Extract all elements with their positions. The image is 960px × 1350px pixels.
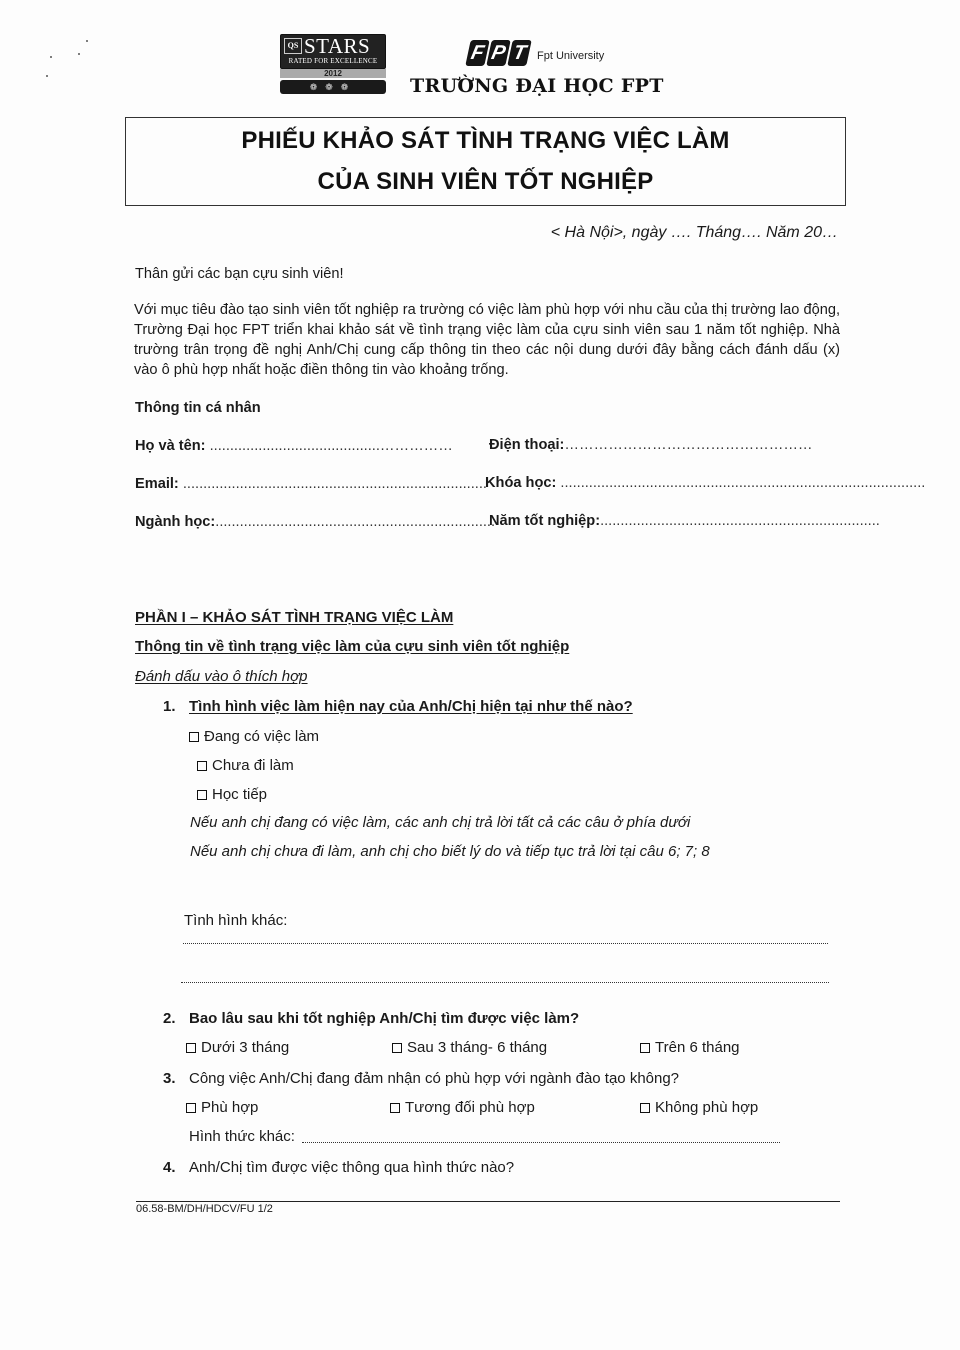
q3-other-label: Hình thức khác:	[189, 1128, 295, 1145]
qs-mark: QS	[284, 38, 302, 54]
graduation-year-blank[interactable]: .....................................................................	[600, 513, 880, 529]
graduation-year-label: Năm tốt nghiệp:	[489, 513, 601, 529]
checkbox-icon[interactable]	[390, 1103, 400, 1113]
rated-for-excellence: RATED FOR EXCELLENCE	[288, 57, 378, 65]
q3-other-field[interactable]	[189, 1128, 295, 1145]
course-blank[interactable]: ..........................................................................................	[560, 475, 926, 491]
full-name-blank[interactable]: ..........................................……………	[209, 438, 453, 454]
q2-option-3-to-6-months-label: Sau 3 tháng- 6 tháng	[407, 1039, 548, 1056]
q3-option-not-suitable-label: Không phù hợp	[655, 1099, 759, 1116]
graduation-year-field[interactable]	[489, 513, 880, 529]
greeting: Thân gửi các bạn cựu sinh viên!	[135, 266, 344, 282]
q1-other-input-line-2[interactable]	[181, 982, 829, 983]
q2-option-under-3-months[interactable]	[186, 1039, 289, 1056]
full-name-field[interactable]	[135, 438, 453, 454]
question-4	[163, 1159, 514, 1176]
q3-option-not-suitable[interactable]	[640, 1099, 758, 1116]
q1-option-further-study[interactable]	[197, 786, 267, 803]
stars-logo-top	[280, 34, 386, 69]
scan-speck	[86, 40, 88, 42]
q1-other-label: Tình hình khác:	[184, 912, 288, 929]
question-4-text: Anh/Chị tìm được việc thông qua hình thức nào?	[189, 1159, 515, 1176]
fpt-letter-p: P	[486, 40, 511, 66]
q2-option-over-6-months-label: Trên 6 tháng	[655, 1039, 740, 1056]
part1-instruction: Đánh dấu vào ô thích hợp	[135, 668, 308, 685]
checkbox-icon[interactable]	[197, 790, 207, 800]
full-name-label: Họ và tên:	[135, 438, 206, 454]
footer-divider	[136, 1201, 840, 1202]
major-blank[interactable]: .....................................................................	[215, 514, 496, 530]
major-label: Ngành học:	[135, 514, 216, 530]
fpt-university-label: Fpt University	[537, 50, 605, 62]
date-line: < Hà Nội>, ngày …. Tháng…. Năm 20…	[550, 224, 838, 241]
part1-subheading: Thông tin về tình trạng việc làm của cựu sinh viên tốt nghiệp	[135, 638, 570, 655]
q3-option-suitable[interactable]	[186, 1099, 258, 1116]
checkbox-icon[interactable]	[186, 1103, 196, 1113]
q1-note-employed: Nếu anh chị đang có việc làm, các anh chị trả lời tất cả các câu ở phía dưới	[190, 814, 691, 831]
star-rating-icons: ❁❁❁	[280, 80, 386, 94]
q2-option-over-6-months[interactable]	[640, 1039, 740, 1056]
q3-option-fairly-suitable[interactable]	[390, 1099, 535, 1116]
stars-year: 2012	[280, 69, 386, 78]
q1-option-not-working-label: Chưa đi làm	[212, 757, 294, 774]
form-code-page-number: 06.58-BM/DH/HDCV/FU 1/2	[136, 1203, 273, 1215]
question-3-number: 3.	[163, 1070, 176, 1087]
question-4-number: 4.	[163, 1159, 176, 1176]
checkbox-icon[interactable]	[186, 1043, 196, 1053]
q1-note-not-working: Nếu anh chị chưa đi làm, anh chị cho biết lý do và tiếp tục trả lời tại câu 6; 7; 8	[190, 843, 710, 860]
question-2-text: Bao lâu sau khi tốt nghiệp Anh/Chị tìm được việc làm?	[189, 1010, 580, 1027]
part1-heading: PHẦN I – KHẢO SÁT TÌNH TRẠNG VIỆC LÀM	[135, 609, 454, 626]
personal-info-heading: Thông tin cá nhân	[135, 400, 261, 416]
question-1	[163, 698, 633, 715]
q1-option-employed[interactable]	[189, 728, 319, 745]
stars-wordmark: STARS	[304, 34, 371, 58]
fpt-logo	[468, 36, 604, 66]
checkbox-icon[interactable]	[640, 1043, 650, 1053]
scan-speck	[78, 53, 80, 55]
question-2-number: 2.	[163, 1010, 176, 1027]
email-blank[interactable]: ...........................................................................	[182, 476, 487, 492]
phone-blank[interactable]: ……………………………………………	[564, 437, 813, 453]
email-field[interactable]	[135, 476, 487, 492]
question-3-text: Công việc Anh/Chị đang đảm nhận có phù hợp với ngành đào tạo không?	[189, 1070, 680, 1087]
question-3	[163, 1070, 679, 1087]
checkbox-icon[interactable]	[640, 1103, 650, 1113]
question-1-text: Tình hình việc làm hiện nay của Anh/Chị hiện tại như thế nào?	[189, 698, 633, 715]
scan-speck	[50, 56, 52, 58]
school-name: TRƯỜNG ĐẠI HỌC FPT	[410, 75, 664, 97]
intro-paragraph: Với mục tiêu đào tạo sinh viên tốt nghiệp ra trường có việc làm phù hợp với nhu cầu của thị trường lao động, Trường Đại học FPT triển khai khảo sát về tình trạng việc làm của cựu sinh viên sau 1 năm tốt nghiệp. Nhà trường trân trọng đề nghị Anh/Chị cung cấp thông tin theo các nội dung dưới đây bằng cách đánh dấu (x) vào ô phù hợp nhất hoặc điền thông tin vào khoảng trống.	[134, 302, 840, 378]
course-label: Khóa học:	[485, 475, 557, 491]
q1-option-further-study-label: Học tiếp	[212, 786, 268, 803]
checkbox-icon[interactable]	[392, 1043, 402, 1053]
fpt-letter-f: F	[465, 40, 490, 66]
q3-option-suitable-label: Phù hợp	[201, 1099, 259, 1116]
q2-option-under-3-months-label: Dưới 3 tháng	[201, 1039, 290, 1056]
q1-option-employed-label: Đang có việc làm	[204, 728, 320, 745]
checkbox-icon[interactable]	[197, 761, 207, 771]
course-field[interactable]	[485, 475, 925, 491]
email-label: Email:	[135, 476, 179, 492]
q3-option-fairly-suitable-label: Tương đối phù hợp	[405, 1099, 535, 1116]
question-1-number: 1.	[163, 698, 176, 715]
q3-other-input-line[interactable]	[302, 1142, 780, 1143]
phone-field[interactable]	[489, 437, 813, 453]
major-field[interactable]	[135, 514, 495, 530]
scan-speck	[46, 75, 48, 77]
form-title-line-1: PHIẾU KHẢO SÁT TÌNH TRẠNG VIỆC LÀM	[241, 127, 730, 154]
q2-option-3-to-6-months[interactable]	[392, 1039, 547, 1056]
phone-label: Điện thoại:	[489, 437, 565, 453]
question-2	[163, 1010, 579, 1027]
form-title-box	[125, 117, 846, 206]
q1-other-input-line-1[interactable]	[183, 943, 828, 944]
fpt-letter-t: T	[507, 40, 532, 66]
qs-stars-logo	[280, 34, 386, 96]
checkbox-icon[interactable]	[189, 732, 199, 742]
q1-option-not-working[interactable]	[197, 757, 294, 774]
form-title-line-2: CỦA SINH VIÊN TỐT NGHIỆP	[317, 168, 654, 195]
